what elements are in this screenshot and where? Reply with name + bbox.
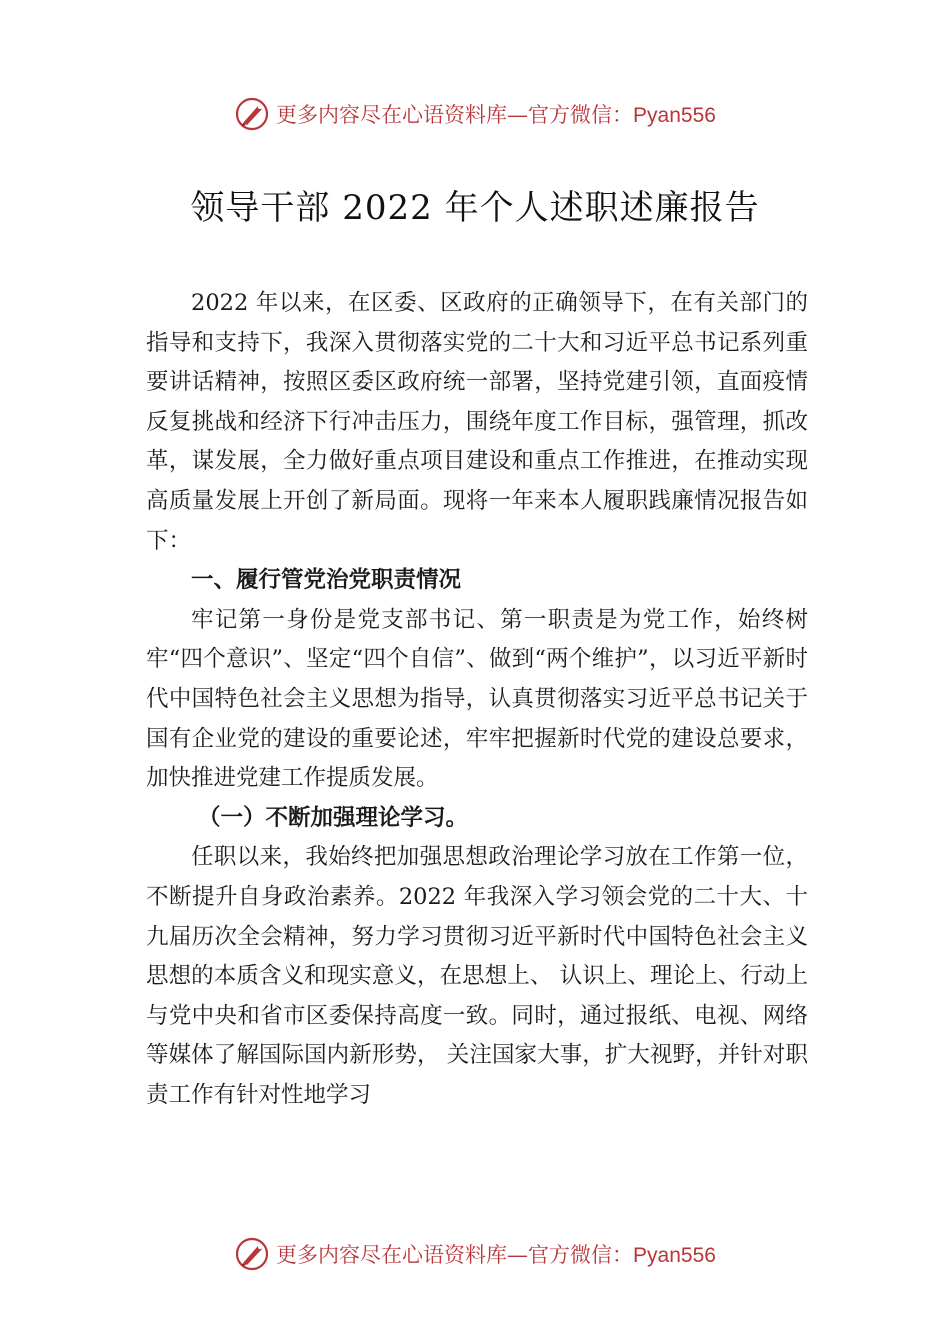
subsection-paragraph: 任职以来，我始终把加强思想政治理论学习放在工作第一位，不断提升自身政治素养。2022 年我深入学习领会党的二十大、十九届历次全会精神，努力学习贯彻习近平新时代中国特色社会主义思想的本质含义和现实意义，在思想上、 认识上、理论上、行动上与党中央和省市区委保持高度一致。同时，通过报纸、电视、网络等媒体了解国际国内新形势， 关注国家大事，扩大视野，并针对职责工作有针对性地学习 bbox=[146, 844, 808, 1108]
pen-logo-icon bbox=[234, 1236, 270, 1272]
pen-logo-icon bbox=[234, 96, 270, 132]
section-heading: 一、履行管党治党职责情况 bbox=[191, 567, 462, 594]
document-body bbox=[146, 284, 808, 1115]
subsection-heading: （一）不断加强理论学习。 bbox=[198, 804, 469, 831]
banner-text: 更多内容尽在心语资料库—官方微信：Pyan556 bbox=[276, 103, 716, 127]
intro-paragraph: 2022 年以来，在区委、区政府的正确领导下，在有关部门的指导和支持下，我深入贯彻落实党的二十大和习近平总书记系列重要讲话精神，按照区委区政府统一部署，坚持党建引领，直面疫情反复挑战和经济下行冲击压力，围绕年度工作目标，强管理，抓改革，谋发展，全力做好重点项目建设和重点工作推进，在推动实现高质量发展上开创了新局面。现将一年来本人履职践廉情况报告如下： bbox=[146, 290, 808, 554]
document-title: 领导干部 2022 年个人述职述廉报告 bbox=[190, 188, 760, 228]
header-banner bbox=[0, 92, 950, 136]
section-paragraph: 牢记第一身份是党支部书记、第一职责是为党工作，始终树牢“四个意识”、坚定“四个自信”、做到“两个维护”，以习近平新时代中国特色社会主义思想为指导，认真贯彻落实习近平总书记关于国有企业党的建设的重要论述，牢牢把握新时代党的建设总要求，加快推进党建工作提质发展。 bbox=[146, 606, 808, 792]
banner-text: 更多内容尽在心语资料库—官方微信：Pyan556 bbox=[276, 1243, 716, 1267]
footer-banner bbox=[0, 1232, 950, 1276]
